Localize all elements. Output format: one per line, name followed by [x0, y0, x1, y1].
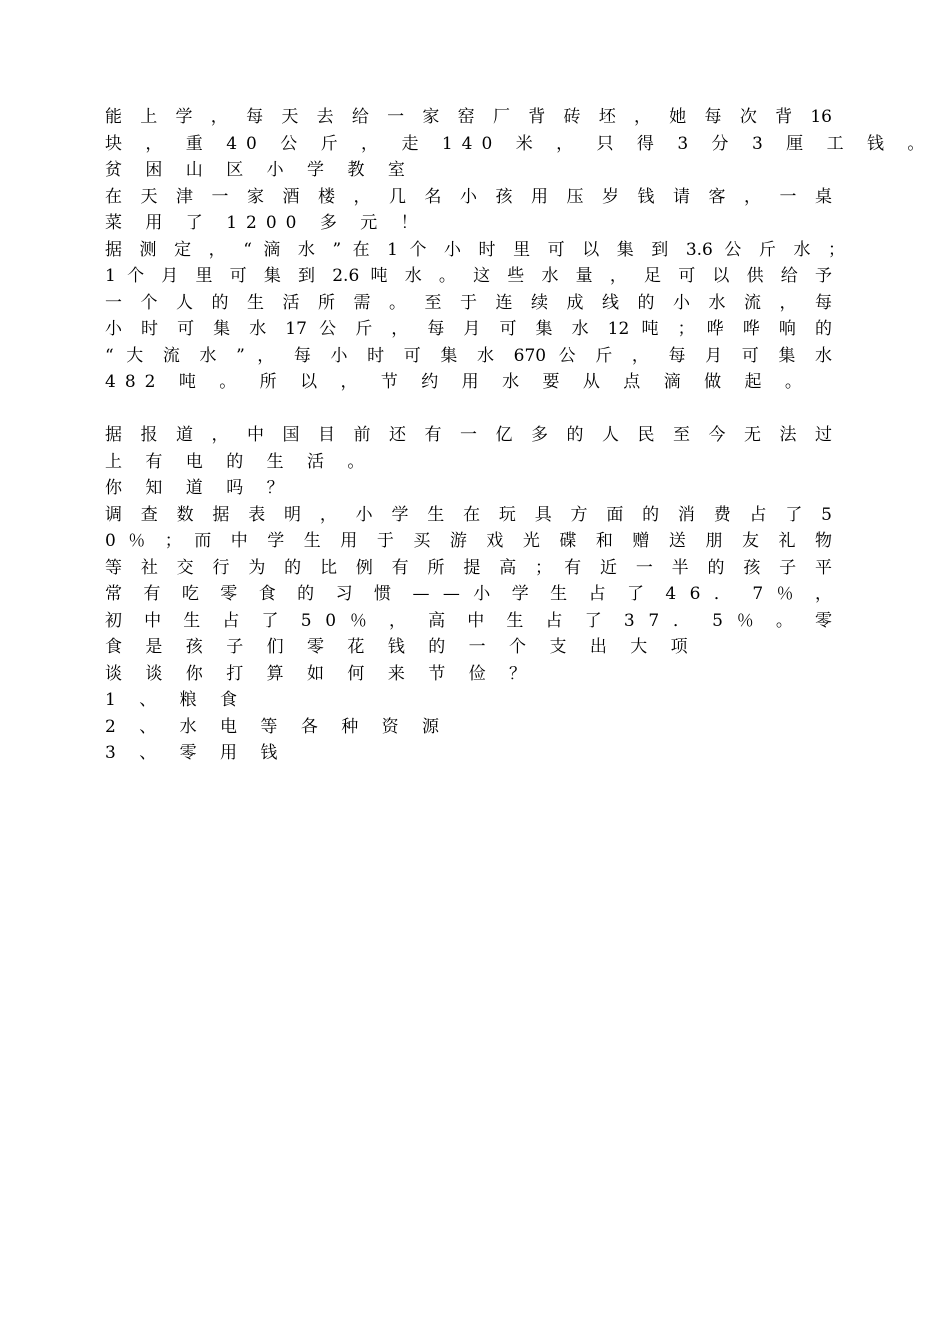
text-line: 据 测 定 ， “ 滴 水 ” 在 1 个 小 时 里 可 以 集 到 3.6 公 斤 水 ；	[105, 239, 845, 260]
text-line: 小 时 可 集 水 17 公 斤 ， 每 月 可 集 水 12 吨 ； 哗 哗 响 的	[105, 319, 832, 339]
text-line: 据 报 道 ， 中 国 目 前 还 有 一 亿 多 的 人 民 至 今 无 法 过	[105, 425, 832, 445]
paragraph	[105, 422, 840, 475]
text-line: 一 个 人 的 生 活 所 需 。 至 于 连 续 成 线 的 小 水 流 ， 每	[105, 292, 832, 313]
paragraph	[105, 237, 845, 396]
text-line: 482 吨 。 所 以 ， 节 约 用 水 要 从 点 滴 做 起 。	[105, 372, 811, 392]
document-body	[105, 104, 934, 767]
text-line: 你 知 道 吗 ？	[105, 478, 293, 498]
text-line: 2 、 水 电 等 各 种 资 源	[105, 716, 449, 737]
text-line: 贫 困 山 区 小 学 教 室	[105, 160, 414, 180]
text-line: “ 大 流 水 ” ， 每 小 时 可 集 水 670 公 斤 ， 每 月 可 集 水	[105, 345, 832, 366]
paragraph	[105, 157, 840, 184]
paragraph	[105, 104, 934, 157]
paragraph	[105, 661, 840, 688]
text-line: 调 查 数 据 表 明 ， 小 学 生 在 玩 具 方 面 的 消 费 占 了 5	[105, 504, 832, 525]
text-line: 1 个 月 里 可 集 到 2.6 吨 水 。 这 些 水 量 ， 足 可 以 供 给 予	[105, 266, 832, 286]
paragraph	[105, 687, 840, 714]
text-line: 3 、 零 用 钱	[105, 743, 287, 763]
text-line: 初 中 生 占 了 5 0 ％ ， 高 中 生 占 了 3 7 ． 5 ％ 。 零	[105, 610, 832, 631]
text-line: 0 ％ ； 而 中 学 生 用 于 买 游 戏 光 碟 和 赠 送 朋 友 礼 物	[105, 531, 832, 551]
text-line: 1 、 粮 食	[105, 690, 247, 710]
paragraph	[105, 502, 840, 661]
blank-line	[105, 396, 840, 423]
text-line: 食 是 孩 子 们 零 花 钱 的 一 个 支 出 大 项	[105, 637, 697, 657]
text-line: 块 ， 重 40 公 斤 ， 走 140 米 ， 只 得 3 分 3 厘 工 钱 。	[105, 133, 934, 154]
text-line: 谈 谈 你 打 算 如 何 来 节 俭 ？	[105, 663, 536, 684]
text-line: 在 天 津 一 家 酒 楼 ， 几 名 小 孩 用 压 岁 钱 请 客 ， 一 桌	[105, 186, 832, 207]
text-line: 等 社 交 行 为 的 比 例 有 所 提 高 ； 有 近 一 半 的 孩 子 平	[105, 557, 832, 578]
paragraph	[105, 740, 840, 767]
paragraph	[105, 714, 840, 741]
paragraph	[105, 184, 840, 237]
text-line: 菜 用 了 1200 多 元 ！	[105, 213, 427, 233]
text-line: 常 有 吃 零 食 的 习 惯 — — 小 学 生 占 了 4 6 ． 7 ％ ，	[105, 584, 832, 604]
paragraph	[105, 475, 840, 502]
text-line: 能 上 学 ， 每 天 去 给 一 家 窑 厂 背 砖 坯 ， 她 每 次 背 16	[105, 107, 832, 127]
text-line: 上 有 电 的 生 活 。	[105, 451, 374, 472]
